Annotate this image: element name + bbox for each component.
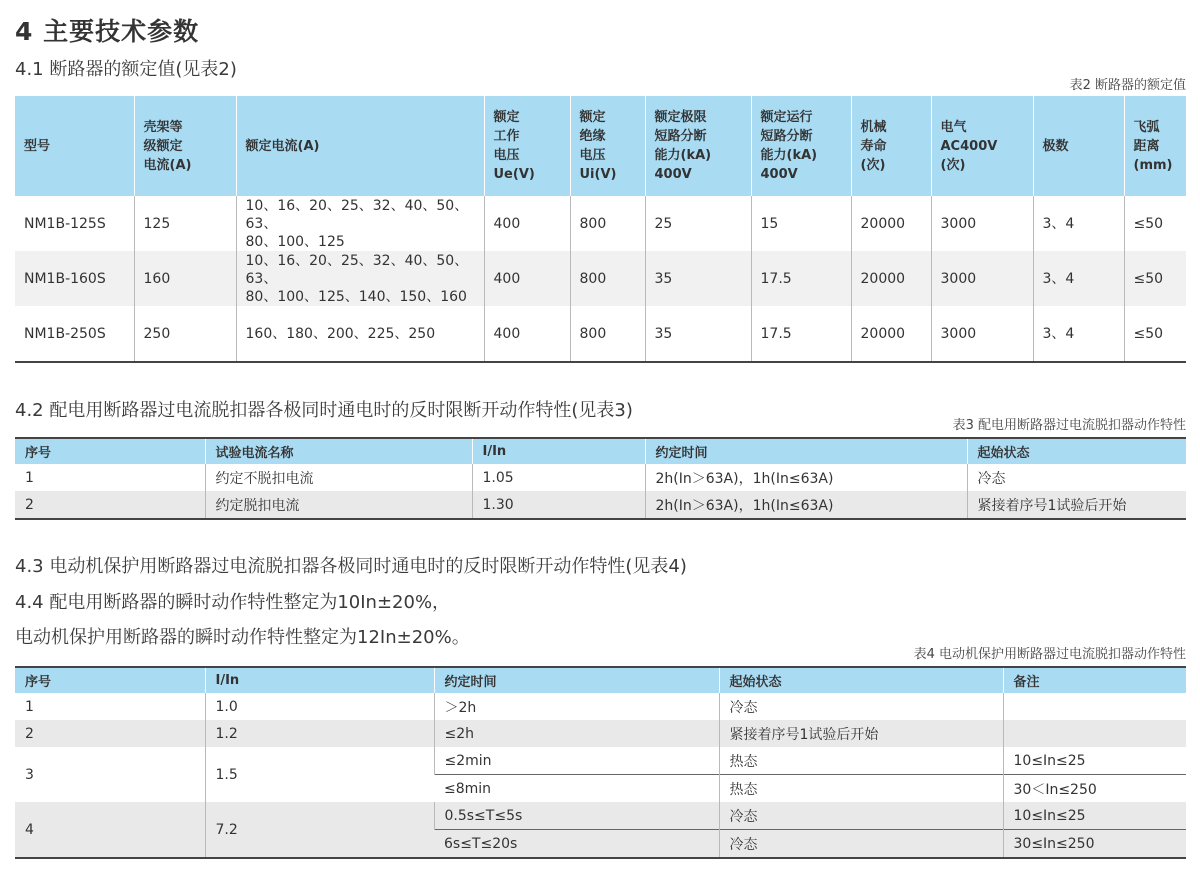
- section-4-1-title: 4.1 断路器的额定值(见表2): [15, 59, 237, 80]
- header-line: Ui(V): [579, 167, 617, 182]
- table-row: [15, 196, 1186, 251]
- table2-cell-ics: 17.5: [751, 306, 851, 362]
- table3-header-cell: I/In: [472, 438, 645, 464]
- table2-cell-arc: ≤50: [1124, 251, 1186, 306]
- header-line: 寿命: [860, 138, 887, 154]
- table3-cell: 1: [25, 469, 34, 486]
- table2-header-cell: [484, 96, 570, 196]
- table2-header-row: [15, 96, 1186, 196]
- page-title: 4 主要技术参数: [15, 17, 200, 46]
- table2-cell-elec: 3000: [931, 196, 1033, 251]
- table2-header-cell: [15, 96, 134, 196]
- cell-line: 80、100、125: [245, 233, 345, 250]
- header-line: 型号: [24, 138, 51, 154]
- section-4-2-title: 4.2 配电用断路器过电流脱扣器各极同时通电时的反时限断开动作特性(见表3): [15, 400, 633, 421]
- header-line: 壳架等: [143, 119, 183, 135]
- header-line: (次): [860, 157, 886, 173]
- table2-cell-mech: 20000: [851, 306, 931, 362]
- table2-cell-ics: 17.5: [751, 251, 851, 306]
- table2-cell-current: [236, 251, 484, 306]
- table2-cell-arc: ≤50: [1124, 306, 1186, 362]
- table3-cell: 冷态: [967, 464, 1186, 491]
- table3-header-cell: 约定时间: [645, 438, 967, 464]
- header-line: 电压: [493, 148, 520, 163]
- header-line: 400V: [760, 167, 798, 182]
- header-line: 短路分断: [654, 129, 707, 144]
- table4-header-cell: 起始状态: [719, 667, 1003, 693]
- table2-header-cell: [236, 96, 484, 196]
- table4-cell: 1.2: [205, 720, 434, 747]
- header-line: 级额定: [143, 138, 183, 154]
- header-line: 额定极限: [654, 110, 707, 125]
- header-line: 额定: [493, 110, 520, 125]
- table4-header-cell: 约定时间: [434, 667, 719, 693]
- table2-cell-model: NM1B-125S: [24, 215, 106, 232]
- table4-cell: 1.0: [205, 693, 434, 720]
- header-line: 400V: [654, 167, 692, 182]
- table3-cell: 2: [15, 491, 205, 519]
- header-line: (次): [940, 157, 966, 173]
- table2-cell-current: [236, 196, 484, 251]
- header-line: 电气: [940, 119, 967, 135]
- table4-cell: ≤2h: [434, 720, 719, 747]
- table2-cell-ui: 800: [570, 306, 645, 362]
- table4-cell: 6s≤T≤20s: [434, 830, 719, 859]
- table4-cell: 热态: [719, 775, 1003, 803]
- table4-cell: 0.5s≤T≤5s: [434, 802, 719, 830]
- table4-cell: 10≤In≤25: [1003, 747, 1186, 775]
- table-row: [15, 747, 1186, 775]
- header-line: 电压: [579, 148, 606, 163]
- table4-cell-no: 4: [15, 802, 205, 858]
- cell-line: 160、180、200、225、250: [245, 325, 436, 342]
- table3-cell: 约定不脱扣电流: [205, 464, 472, 491]
- table3-cell: 约定脱扣电流: [205, 491, 472, 519]
- section-4-3-title: 4.3 电动机保护用断路器过电流脱扣器各极同时通电时的反时限断开动作特性(见表4): [15, 556, 687, 577]
- table2-header-cell: [134, 96, 236, 196]
- table2-header-cell: [1033, 96, 1124, 196]
- table2-cell-poles: 3、4: [1033, 196, 1124, 251]
- header-line: 电流(A): [143, 157, 192, 173]
- header-line: 飞弧: [1133, 119, 1160, 135]
- table2-cell-mech: 20000: [851, 251, 931, 306]
- header-line: 绝缘: [579, 129, 606, 144]
- table2-cell-ue: 400: [484, 251, 570, 306]
- table-row: [15, 802, 1186, 830]
- table-row: [15, 306, 1186, 362]
- table2-cell-elec: 3000: [931, 306, 1033, 362]
- header-line: 能力(kA): [760, 148, 818, 163]
- table3-cell: 2h(In＞63A)，1h(In≤63A): [645, 464, 967, 491]
- table3-header-cell: 起始状态: [967, 438, 1186, 464]
- table3-cell: 1.05: [472, 464, 645, 491]
- cell-line: 10、16、20、25、32、40、50、63、: [245, 252, 469, 287]
- table4-cell: 紧接着序号1试验后开始: [719, 720, 1003, 747]
- table4-cell-ratio: 7.2: [205, 802, 434, 858]
- table2-cell-icu: 25: [645, 196, 751, 251]
- table4-cell-ratio: 1.5: [205, 747, 434, 802]
- table-row: [15, 693, 1186, 720]
- table3-header-cell: 试验电流名称: [205, 438, 472, 464]
- table2-cell-poles: 3、4: [1033, 306, 1124, 362]
- table-row: [15, 251, 1186, 306]
- table3-cell: 紧接着序号1试验后开始: [967, 491, 1186, 519]
- table-row: [15, 464, 1186, 491]
- table3-cell: 1.30: [472, 491, 645, 519]
- header-line: AC400V: [940, 138, 998, 154]
- table4-cell: 冷态: [719, 802, 1003, 830]
- table2-header-cell: [851, 96, 931, 196]
- table4-cell-no: 3: [25, 766, 34, 783]
- table2-cell-icu: 35: [645, 251, 751, 306]
- table4-cell: 30＜In≤250: [1003, 775, 1186, 803]
- table4-cell: 热态: [719, 747, 1003, 775]
- table2-cell-ui: 800: [570, 251, 645, 306]
- table2-header-cell: [751, 96, 851, 196]
- table-row: [15, 491, 1186, 519]
- table2-cell-ue: 400: [484, 306, 570, 362]
- table2-cell-frame: 125: [134, 196, 236, 251]
- table2-header-cell: [931, 96, 1033, 196]
- table2-header-cell: [645, 96, 751, 196]
- table4-header-row: [15, 667, 1186, 693]
- header-line: Ue(V): [493, 167, 535, 182]
- table2-cell-icu: 35: [645, 306, 751, 362]
- table3-header-cell: 序号: [15, 438, 205, 464]
- table4-cell: [1003, 720, 1186, 747]
- header-line: 额定电流(A): [245, 138, 320, 154]
- header-line: (mm): [1133, 157, 1173, 173]
- table2-cell-elec: 3000: [931, 251, 1033, 306]
- table4-header-cell: 序号: [15, 667, 205, 693]
- table2-cell-frame: 250: [134, 306, 236, 362]
- table2-cell-ui: 800: [570, 196, 645, 251]
- cell-line: 80、100、125、140、150、160: [245, 288, 467, 305]
- table2-cell-mech: 20000: [851, 196, 931, 251]
- table4-cell: 30≤In≤250: [1003, 830, 1186, 859]
- header-line: 额定: [579, 110, 606, 125]
- table2-cell-arc: ≤50: [1124, 196, 1186, 251]
- header-line: 能力(kA): [654, 148, 712, 163]
- table4-cell: 2: [15, 720, 205, 747]
- header-line: 距离: [1133, 138, 1160, 154]
- table2-cell-model: NM1B-160S: [15, 251, 134, 306]
- table4-caption: 表4 电动机保护用断路器过电流脱扣器动作特性: [913, 647, 1186, 662]
- table2-header-cell: [1124, 96, 1186, 196]
- table4-cell: [1003, 693, 1186, 720]
- table2-cell-ue: 400: [484, 196, 570, 251]
- table2-cell-model: NM1B-250S: [24, 325, 106, 342]
- table4-cell: ≤2min: [434, 747, 719, 775]
- table4-cell: ≤8min: [434, 775, 719, 803]
- table3-caption: 表3 配电用断路器过电流脱扣器动作特性: [952, 418, 1186, 433]
- table4-header-cell: I/In: [205, 667, 434, 693]
- table4-cell: 冷态: [719, 693, 1003, 720]
- section-4-4-continued: 电动机保护用断路器的瞬时动作特性整定为12In±20%。: [15, 627, 470, 648]
- section-4-4-title: 4.4 配电用断路器的瞬时动作特性整定为10In±20%，: [15, 592, 451, 613]
- table2-cell-ics: 15: [751, 196, 851, 251]
- header-line: 短路分断: [760, 129, 813, 144]
- distribution-trip-table: [15, 437, 1186, 520]
- table4-cell: 1: [25, 698, 34, 715]
- cell-line: 10、16、20、25、32、40、50、63、: [245, 197, 469, 232]
- motor-trip-table: [15, 666, 1186, 859]
- table4-cell: 冷态: [719, 830, 1003, 859]
- table2-caption: 表2 断路器的额定值: [1069, 78, 1186, 93]
- header-line: 工作: [493, 129, 520, 144]
- table3-header-row: [15, 438, 1186, 464]
- table-row: [15, 720, 1186, 747]
- table4-header-cell: 备注: [1003, 667, 1186, 693]
- header-line: 额定运行: [760, 110, 813, 125]
- table2-cell-frame: 160: [134, 251, 236, 306]
- rated-values-table: [15, 96, 1186, 363]
- table2-header-cell: [570, 96, 645, 196]
- header-line: 极数: [1042, 138, 1069, 154]
- table2-cell-current: [236, 306, 484, 362]
- table4-cell: ＞2h: [434, 693, 719, 720]
- table3-cell: 2h(In＞63A)，1h(In≤63A): [645, 491, 967, 519]
- table2-cell-poles: 3、4: [1033, 251, 1124, 306]
- table4-cell: 10≤In≤25: [1003, 802, 1186, 830]
- header-line: 机械: [860, 119, 887, 135]
